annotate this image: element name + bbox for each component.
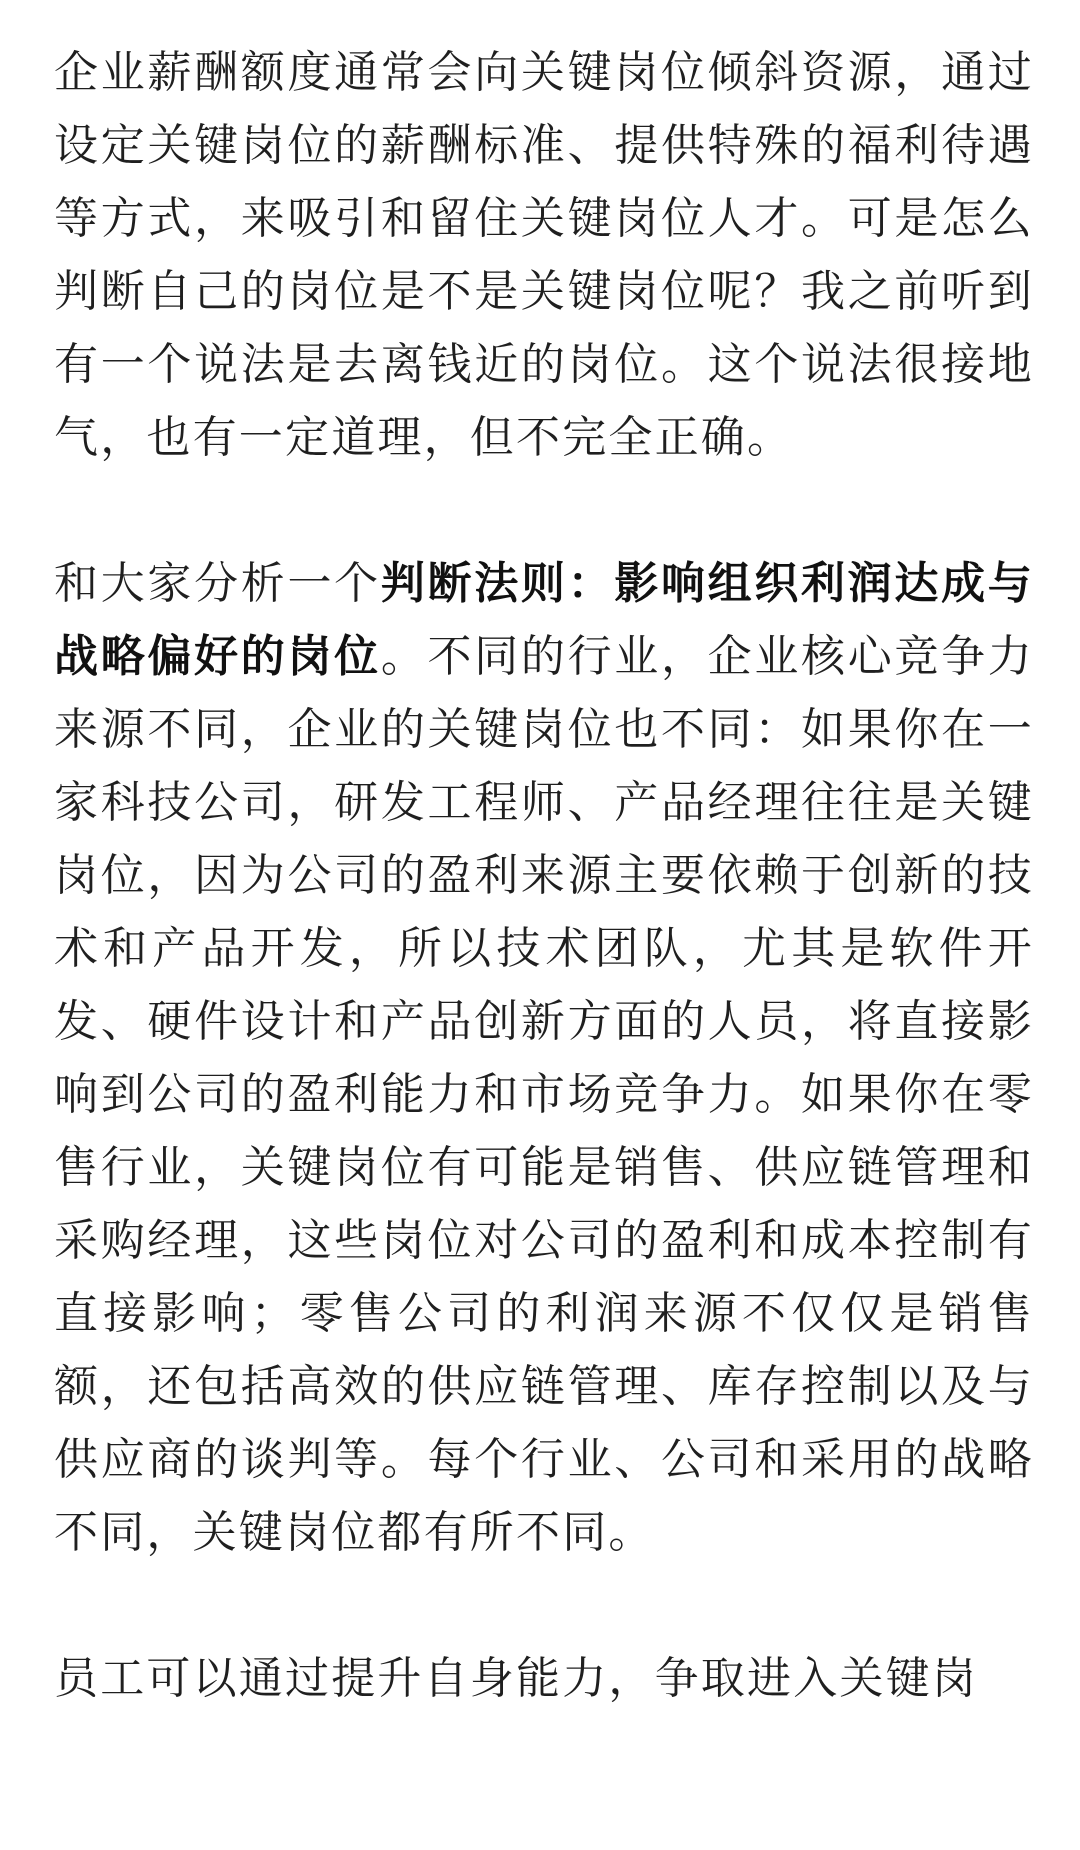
paragraph-body-text: 。不同的行业，企业核心竞争力来源不同，企业的关键岗位也不同：如果你在一家科技公司，研发工程师、产品经理往往是关键岗位，因为公司的盈利来源主要依赖于创新的技术和产品开发，所以技术团队，尤其是软件开发、硬件设计和产品创新方面的人员，将直接影响到公司的盈利能力和市场竞争力。如果你在零售行业，关键岗位有可能是销售、供应链管理和采购经理，这些岗位对公司的盈利和成本控制有直接影响；零售公司的利润来源不仅仅是销售额，还包括高效的供应链管理、库存控制以及与供应商的谈判等。每个行业、公司和采用的战略不同，关键岗位都有所不同。 bbox=[54, 631, 1034, 1558]
paragraph-intro: 企业薪酬额度通常会向关键岗位倾斜资源，通过设定关键岗位的薪酬标准、提供特殊的福利待遇等方式，来吸引和留住关键岗位人才。可是怎么判断自己的岗位是不是关键岗位呢？我之前听到有一个说法是去离钱近的岗位。这个说法很接地气，也有一定道理，但不完全正确。 bbox=[54, 47, 1034, 463]
article-body bbox=[54, 36, 1034, 1788]
paragraph-employee-advice: 员工可以通过提升自身能力，争取进入关键岗 bbox=[54, 1653, 978, 1704]
paragraph-judgment-rule bbox=[54, 547, 1034, 1569]
judgment-rule-highlight: 判断法则：影响组织利润达成与战略偏好的岗位 bbox=[54, 558, 1034, 682]
paragraph-lead-text: 和大家分析一个 bbox=[54, 558, 381, 609]
